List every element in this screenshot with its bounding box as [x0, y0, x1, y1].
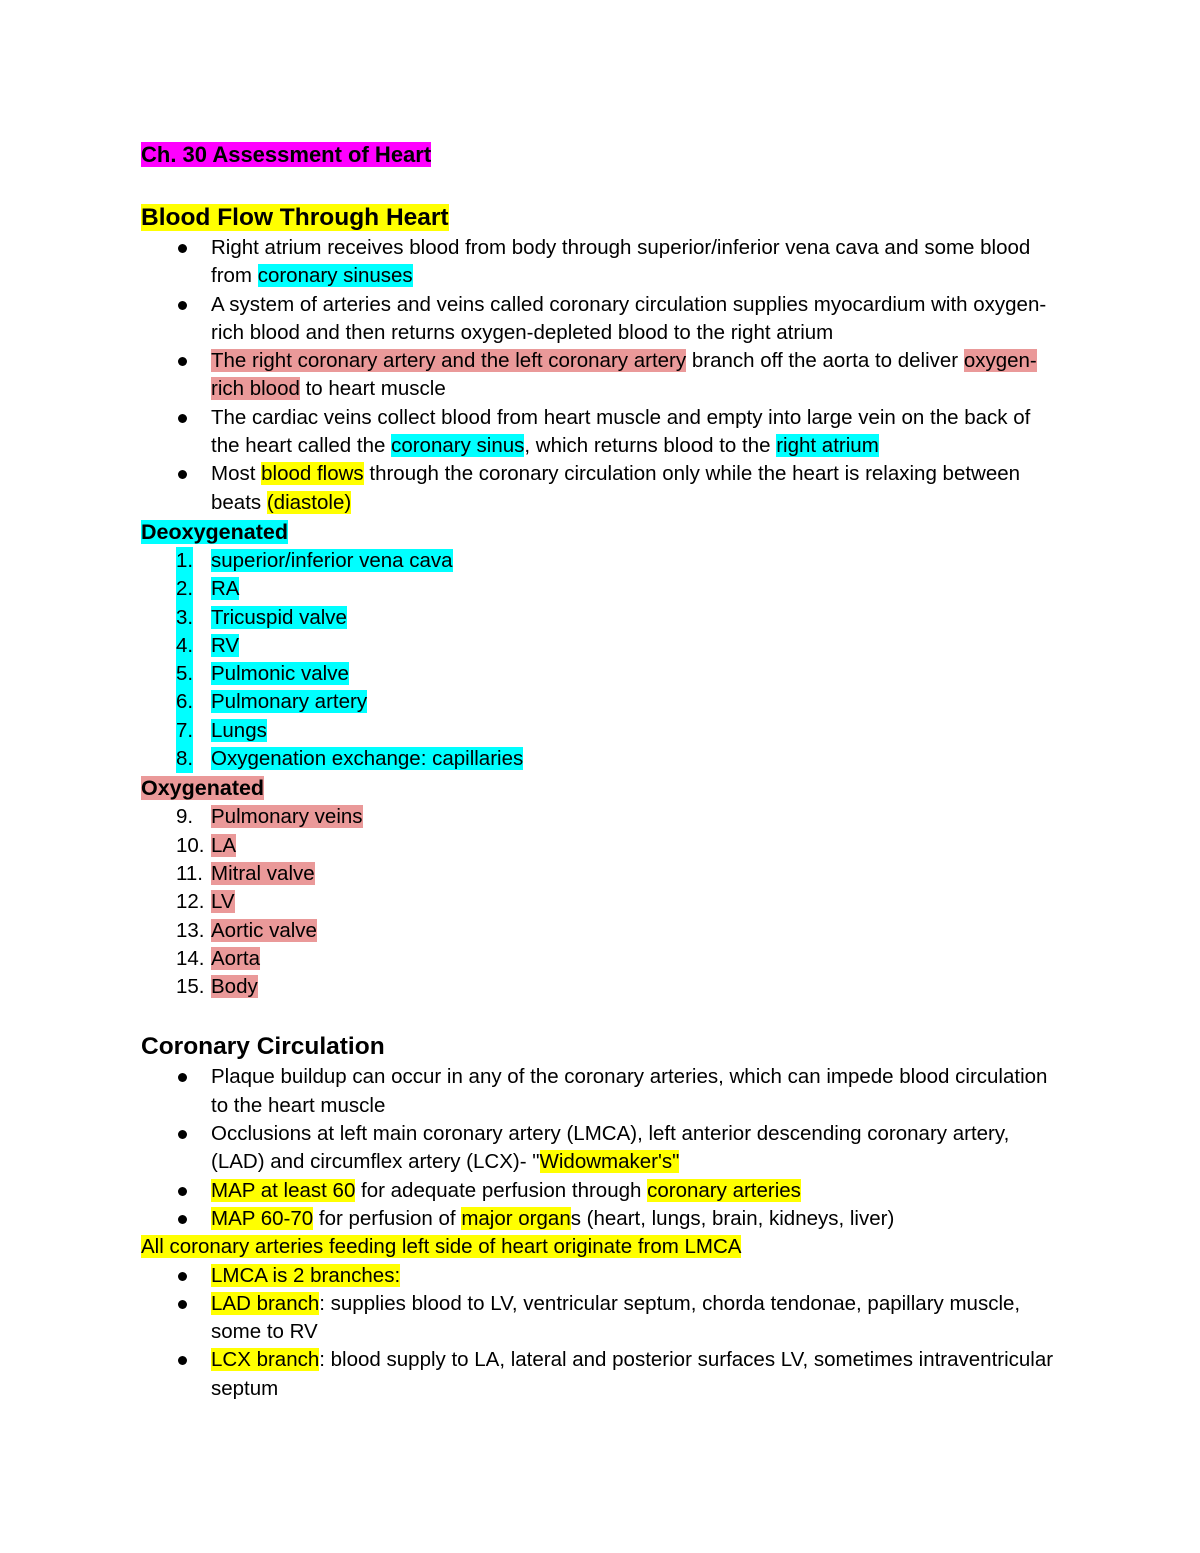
list-item: [141, 745, 1061, 773]
bullet-icon: [178, 470, 187, 479]
highlighted-text: LAD branch: [211, 1291, 320, 1315]
lmca-note-text: All coronary arteries feeding left side of heart originate from LMCA: [141, 1235, 742, 1259]
section-heading-blood-flow-text: Blood Flow Through Heart: [141, 204, 449, 231]
list-number: 11.: [176, 861, 203, 885]
list-item: [141, 688, 1061, 716]
list-item: [141, 404, 1061, 461]
list-item-text: Mitral valve: [211, 861, 315, 885]
highlighted-text: coronary sinuses: [257, 264, 413, 288]
list-item: [141, 547, 1061, 575]
list-item-text: Right atrium receives blood from body through superior/inferior vena cava and some blood from: [211, 236, 1031, 288]
highlighted-text: oxygen-rich blood: [211, 349, 1037, 401]
list-item-text: Pulmonary artery: [211, 690, 368, 714]
bullet-icon: [178, 1187, 187, 1196]
list-number: 2.: [176, 575, 193, 603]
list-item: [141, 460, 1061, 517]
bullet-icon: [178, 1130, 187, 1139]
highlighted-text: coronary sinus: [391, 434, 525, 458]
highlighted-text: LMCA is 2 branches:: [211, 1263, 401, 1287]
list-item: [141, 917, 1061, 945]
section-heading-blood-flow: [141, 202, 1061, 234]
list-number: 7.: [176, 717, 193, 745]
list-item: [141, 1063, 1061, 1120]
list-item: [141, 1205, 1061, 1233]
bullet-icon: [178, 357, 187, 366]
list-item-text: : supplies blood to LV, ventricular septum, chorda tendonae, papillary muscle, some to RV: [211, 1291, 1021, 1344]
list-item: [141, 717, 1061, 745]
list-number: 13.: [176, 918, 205, 942]
document-title: [141, 139, 1061, 171]
bullet-icon: [178, 301, 187, 310]
list-number: 14.: [176, 946, 205, 970]
highlighted-text: The right coronary artery and the left coronary artery: [211, 349, 687, 373]
list-item: [141, 604, 1061, 632]
list-item: [141, 860, 1061, 888]
list-item: [141, 1120, 1061, 1177]
list-item-text: superior/inferior vena cava: [211, 548, 453, 572]
list-item-text: branch off the aorta to deliver: [686, 349, 964, 373]
section-heading-deoxygenated: [141, 517, 1061, 547]
highlighted-text: coronary arteries: [647, 1178, 801, 1202]
list-item: [141, 291, 1061, 348]
document-title-text: Ch. 30 Assessment of Heart: [141, 142, 432, 167]
list-number: 6.: [176, 688, 193, 716]
list-item-text: Body: [211, 975, 258, 999]
list-item: [141, 660, 1061, 688]
list-item-text: s (heart, lungs, brain, kidneys, liver): [570, 1206, 895, 1230]
bullet-icon: [178, 1272, 187, 1281]
coronary-list: [141, 1063, 1061, 1233]
section-heading-deoxygenated-text: Deoxygenated: [141, 519, 288, 544]
list-item-text: LV: [211, 890, 235, 914]
list-item: [141, 945, 1061, 973]
list-item-text: A system of arteries and veins called coronary circulation supplies myocardium with oxygen-rich blood and then returns oxygen-depleted blood to the right atrium: [211, 292, 1047, 344]
list-item-text: Tricuspid valve: [211, 605, 347, 629]
list-item: [141, 234, 1061, 291]
highlighted-text: right atrium: [776, 434, 879, 458]
list-item-text: to heart muscle: [299, 377, 446, 401]
oxygenated-list: [141, 803, 1061, 1001]
list-item-text: Pulmonic valve: [211, 662, 349, 686]
highlighted-text: Widowmaker's": [539, 1150, 680, 1174]
bullet-icon: [178, 1215, 187, 1224]
bullet-icon: [178, 244, 187, 253]
lmca-branches-list: [141, 1262, 1061, 1403]
list-item-text: LA: [211, 833, 237, 857]
section-heading-coronary-text: Coronary Circulation: [141, 1033, 385, 1061]
list-item: [141, 1346, 1061, 1403]
list-number: 15.: [176, 975, 205, 999]
section-heading-oxygenated-text: Oxygenated: [141, 776, 265, 801]
list-item-text: The cardiac veins collect blood from heart muscle and empty into large vein on the back of the heart called the: [211, 405, 1031, 458]
bullet-icon: [178, 414, 187, 423]
deoxygenated-list: [141, 547, 1061, 773]
section-heading-coronary: [141, 1031, 1061, 1063]
list-item: [141, 575, 1061, 603]
bullet-icon: [178, 1356, 187, 1365]
list-item-text: Oxygenation exchange: capillaries: [211, 747, 524, 771]
list-item: [141, 347, 1061, 404]
list-item-text: RV: [211, 633, 240, 657]
blood-flow-list: [141, 234, 1061, 517]
list-item-text: , which returns blood to the: [524, 434, 777, 458]
list-number: 10.: [176, 833, 205, 857]
document-page: [141, 139, 1061, 1403]
highlighted-text: (diastole): [266, 490, 352, 514]
list-item: [141, 832, 1061, 860]
list-item-text: RA: [211, 577, 240, 601]
highlighted-text: MAP at least 60: [211, 1178, 356, 1202]
list-number: 8.: [176, 745, 193, 773]
list-number: 12.: [176, 890, 205, 914]
list-item-text: Aorta: [211, 946, 260, 970]
list-item-text: Plaque buildup can occur in any of the coronary arteries, which can impede blood circulation to the heart muscle: [211, 1065, 1048, 1117]
list-item: [141, 1290, 1061, 1347]
list-number: 5.: [176, 660, 193, 688]
list-number: 4.: [176, 632, 193, 660]
list-item: [141, 973, 1061, 1001]
highlighted-text: LCX branch: [211, 1348, 320, 1372]
list-item-text: for adequate perfusion through: [355, 1178, 648, 1202]
list-item: [141, 1177, 1061, 1205]
list-item: [141, 888, 1061, 916]
list-item: [141, 1262, 1061, 1290]
list-item-text: : blood supply to LA, lateral and posterior surfaces LV, sometimes intraventricular septum: [211, 1348, 1054, 1400]
list-item-text: Occlusions at left main coronary artery (LMCA), left anterior descending coronary artery, (LAD) and circumflex artery (LCX)- ": [211, 1122, 1010, 1174]
list-number: 9.: [176, 805, 194, 829]
list-number: 1.: [176, 547, 193, 575]
highlighted-text: major organ: [461, 1206, 571, 1230]
list-item-text: Pulmonary veins: [211, 805, 363, 829]
list-item: [141, 803, 1061, 831]
highlighted-text: MAP 60-70: [211, 1206, 314, 1230]
spacer: [141, 1001, 1061, 1031]
section-heading-oxygenated: [141, 773, 1061, 803]
bullet-icon: [178, 1300, 187, 1309]
list-item-text: Aortic valve: [211, 918, 317, 942]
list-item-text: Lungs: [211, 718, 267, 742]
list-item-text: Most: [211, 462, 262, 486]
list-item-text: through the coronary circulation only while the heart is relaxing between beats: [211, 462, 1021, 514]
list-number: 3.: [176, 604, 193, 632]
highlighted-text: blood flows: [261, 462, 364, 486]
lmca-note: [141, 1233, 1061, 1261]
bullet-icon: [178, 1073, 187, 1082]
list-item-text: for perfusion of: [313, 1206, 462, 1230]
list-item: [141, 632, 1061, 660]
